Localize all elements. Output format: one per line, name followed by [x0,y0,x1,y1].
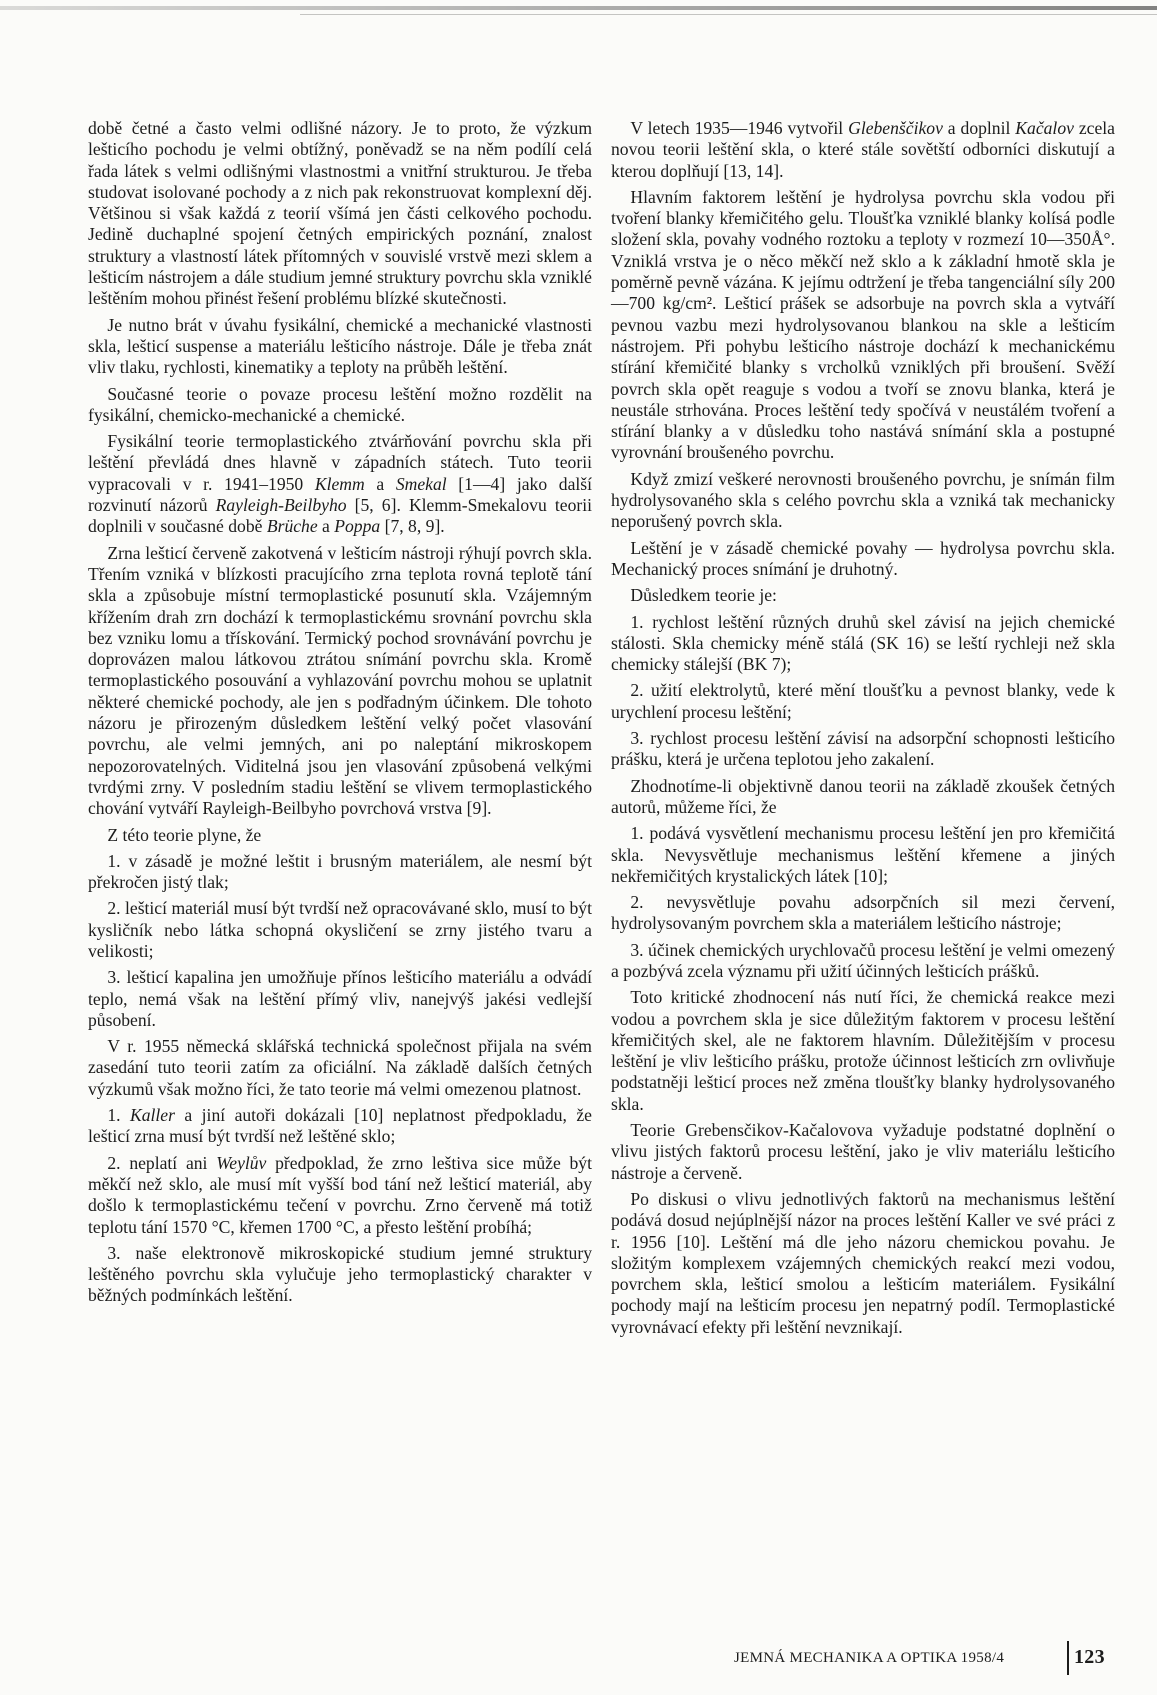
paragraph: Po diskusi o vlivu jednotlivých faktorů na mechanismus leštění podává dosud nejúplnější názor na proces leštění Kaller ve své práci z r. 1956 [10]. Leštění má dle jeho názoru chemickou povahu. Je složitým komplexem vzájemných chemických reakcí mezi vodou, povrchem skla, lešticí smolou a lešticím materiálem. Fysikální pochody mají na lešticím procesu jen nepatrný podíl. Termoplastické vyrovnávací efekty při leštění nevznikají. [611,1188,1115,1337]
page-number: 123 [1074,1646,1105,1668]
left-column [88,118,592,1312]
paragraph: Zhodnotíme-li objektivně danou teorii na základě zkoušek četných autorů, můžeme říci, že [611,775,1115,817]
author-name: Kaller [130,1105,175,1126]
author-name: Poppa [334,516,381,537]
list-item: 3. účinek chemických urychlovačů procesu leštění je velmi omezený a pozbývá zcela významu při užití účinných lešticích prášků. [611,939,1115,981]
paragraph [88,431,592,537]
paragraph: Hlavním faktorem leštění je hydrolysa povrchu skla vodou při tvoření blanky křemičitého gelu. Tloušťka vzniklé blanky kolísá podle složení skla, povahy vodného roztoku a teploty v rozmezí 10—350Å°. Vzniklá vrstva je o něco měkčí než sklo a k základní hmotě skla je poměrně pevně vázána. K jejímu odtržení je třeba tangenciální síly 200—700 kg/cm². Lešticí prášek se adsorbuje na povrch skla a vytváří pevnou vazbu mezi hydrolysovanou blankou na skle a lešticím nástrojem. Při pohybu lešticího nástroje dochází k mechanickému stírání křemičité blanky s vrcholků vzniklých při broušení. Svěží povrch skla opět reaguje s vodou a tvoří se znovu blanka, která je neustále strhována. Proces leštění tedy spočívá v neustálém tvoření a stírání blanky a v důsledku toho nastává snímání skla a postupné vyrovnání broušeného povrchu. [611,186,1115,463]
list-item: 2. lešticí materiál musí být tvrdší než opracovávané sklo, musí to být kysličník nebo látka schopná okysličení se zrny jistého tvaru a velikosti; [88,898,592,961]
author-name: Glebenščikov [848,118,943,138]
text-run: Fysikální teorie termoplastického ztvárňování povrchu skla při leštění převládá dnes hlavně v západních státech. Tuto teorii vypracovali v r. 1941–1950 [88,431,592,494]
paragraph: Je nutno brát v úvahu fysikální, chemické a mechanické vlastnosti skla, lešticí suspense a materiálu lešticího nástroje. Dále je třeba znát vliv tlaku, rychlosti, kinematiky a teploty na průběh leštění. [88,314,592,378]
author-name: Smekal [395,473,447,494]
list-item: 3. lešticí kapalina jen umožňuje přínos lešticího materiálu a odvádí teplo, nemá však na leštění přímý vliv, nanejvýš jakési vedlejší působení. [88,967,592,1030]
list-item: 1. v zásadě je možné leštit i brusným materiálem, ale nesmí být překročen jistý tlak; [88,850,592,893]
text-run: [1—4] jako další rozvinutí názorů [88,473,592,516]
footer-divider [1067,1641,1069,1675]
paragraph: Současné teorie o povaze procesu leštění možno rozdělit na fysikální, chemicko-mechanické a chemické. [88,383,592,425]
text-run: [7, 8, 9]. [380,516,445,537]
paragraph: Teorie Grebensčikov-Kačalovova vyžaduje podstatné doplnění o vlivu jistých faktorů procesu leštění, jako je vliv materiálu lešticího nástroje a červeně. [611,1120,1115,1183]
journal-title: JEMNÁ MECHANIKA A OPTIKA 1958/4 [734,1650,1005,1666]
list-item: 1. podává vysvětlení mechanismu procesu leštění jen pro křemičitá skla. Nevysvětluje mechanismus leštění křemene a jiných nekřemičitých krystalických látek [10]; [611,823,1115,886]
paragraph: Z této teorie plyne, že [107,824,262,845]
author-name: Kačalov [1015,118,1074,138]
list-item: 1. rychlost leštění různých druhů skel závisí na jejich chemické stálosti. Skla chemicky méně stálá (SK 16) se leští rychleji než skla chemicky stálejší (BK 7); [611,611,1115,675]
page-footer [660,1641,1114,1675]
author-name: Brüche [266,516,318,537]
paragraph: Leštění je v zásadě chemické povahy — hydrolysa povrchu skla. Mechanický proces snímání je druhotný. [611,537,1115,579]
text-run: a doplnil [942,118,1016,138]
list-item [88,1105,592,1148]
list-item: 3. naše elektronově mikroskopické studium jemné struktury leštěného povrchu skla vylučuje jeho termoplastický charakter v běžných podmínkách leštění. [88,1242,592,1306]
paragraph: Zrna lešticí červeně zakotvená v lešticím nástroji rýhují povrch skla. Třením vzniká v blízkosti pracujícího zrna teplota rovná teplotě tání skla a způsobuje místní termoplastické posunutí skla. Vzájemným křížením drah zrn dochází k termoplastickému srovnání povrchu skla bez vzniku lomu a třískování. Termický pochod srovnávání povrchu je doprovázen malou látkovou ztrátou snímání povrchu skla. Kromě termoplastického posouvání a vyhlazování povrchu mohou se uplatnit některé chemické pochody, ale jen s podřadným účinkem. Dle tohoto názoru je přirozeným důsledkem leštění velký počet vlasování povrchu, ale velmi jemných, ani po naleptání mikroskopem nepozorovatelných. Viditelná jsou jen vlasování způsobená velkými tvrdými zrny. V posledním stadiu leštění se vlivem termoplastického chování vytváří Rayleigh-Beilbyho povrchová vrstva [9]. [88,542,592,819]
text-run: předpoklad, že zrno leštiva sice může být měkčí než sklo, ale musí mít vyšší bod tání než lešticí materiál, aby došlo k termoplastickému tečení v povrchu. Zrno červeně má totiž teplotu tání 1570 °C, křemen 1700 °C, a přesto leštění probíhá; [88,1152,592,1237]
list-item: 2. nevysvětluje povahu adsorpčních sil mezi červení, hydrolysovaným povrchem skla a materiálem lešticího nástroje; [611,892,1115,934]
author-name: Klemm [314,473,365,494]
top-border-rule [0,6,1157,10]
paragraph [611,118,1115,182]
top-thin-rule [300,14,1157,15]
paragraph: Když zmizí veškeré nerovnosti broušeného povrchu, je snímán film hydrolysovaného skla s celého povrchu skla a vzniká tak mechanicky neporušený povrch skla. [611,468,1115,532]
text-run: a [317,516,335,537]
paragraph: V r. 1955 německá sklářská technická společnost přijala na svém zasedání tuto teorii zatím za oficiální. Na základě dalších četných výzkumů však možno říci, že tato teorie má velmi omezenou platnost. [88,1036,592,1099]
text-run: a jiní autoři dokázali [10] neplatnost předpokladu, že lešticí zrna musí být tvrdší než leštěné sklo; [88,1105,592,1147]
paragraph: Toto kritické zhodnocení nás nutí říci, že chemická reakce mezi vodou a povrchem skla je sice důležitým faktorem v procesu leštění křemičitých skel, ale ne faktorem hlavním. Důležitějším v procesu leštění je vliv lešticího prášku, protože účinnost lešticích zrn ovlivňuje podstatněji lešticí proces než změna tloušťky blanky hydrolysovaného skla. [611,987,1115,1114]
list-item: 3. rychlost procesu leštění závisí na adsorpční schopnosti lešticího prášku, která je určena teplotou jeho zakalení. [611,728,1115,770]
list-item: 2. užití elektrolytů, které mění tloušťku a pevnost blanky, vede k urychlení procesu leštění; [611,680,1115,722]
text-run: zcela novou teorii leštění skla, o které stále sovětští odborníci diskutují a kterou doplňují [13, 14]. [611,118,1115,181]
paragraph: Důsledkem teorie je: [630,585,777,606]
author-name: Rayleigh-Beilbyho [215,495,347,516]
text-run: [5, 6]. Klemm-Smekalovu teorii doplnili v současné době [88,495,592,537]
text-run: V letech 1935—1946 vytvořil [630,118,849,138]
text-run: a [364,473,396,494]
author-name: Weylův [216,1152,267,1173]
text-run: 1. [107,1105,130,1126]
paragraph: době četné a často velmi odlišné názory. Je to proto, že výzkum lešticího pochodu je velmi obtížný, poněvadž se na něm podílí celá řada látek s velmi odlišnými vlastnostmi a vnitřní strukturou. Je třeba studovat isolované pochody a z nich pak rekonstruovat komplexní děj. Většinou si však každá z teorií všímá jen části celkového pochodu. Jedině duchaplné spojení četných empirických poznání, znalost struktury a vlastností látek přítomných v souvislé vrstvě mezi sklem a lešticím nástrojem a dále studium jemné struktury povrchu skla vzniklé leštěním mohou přinést řešení problému blízké skutečnosti. [88,118,592,309]
text-run: 2. neplatí ani [107,1152,217,1173]
list-item [88,1153,592,1238]
right-column [611,118,1115,1343]
